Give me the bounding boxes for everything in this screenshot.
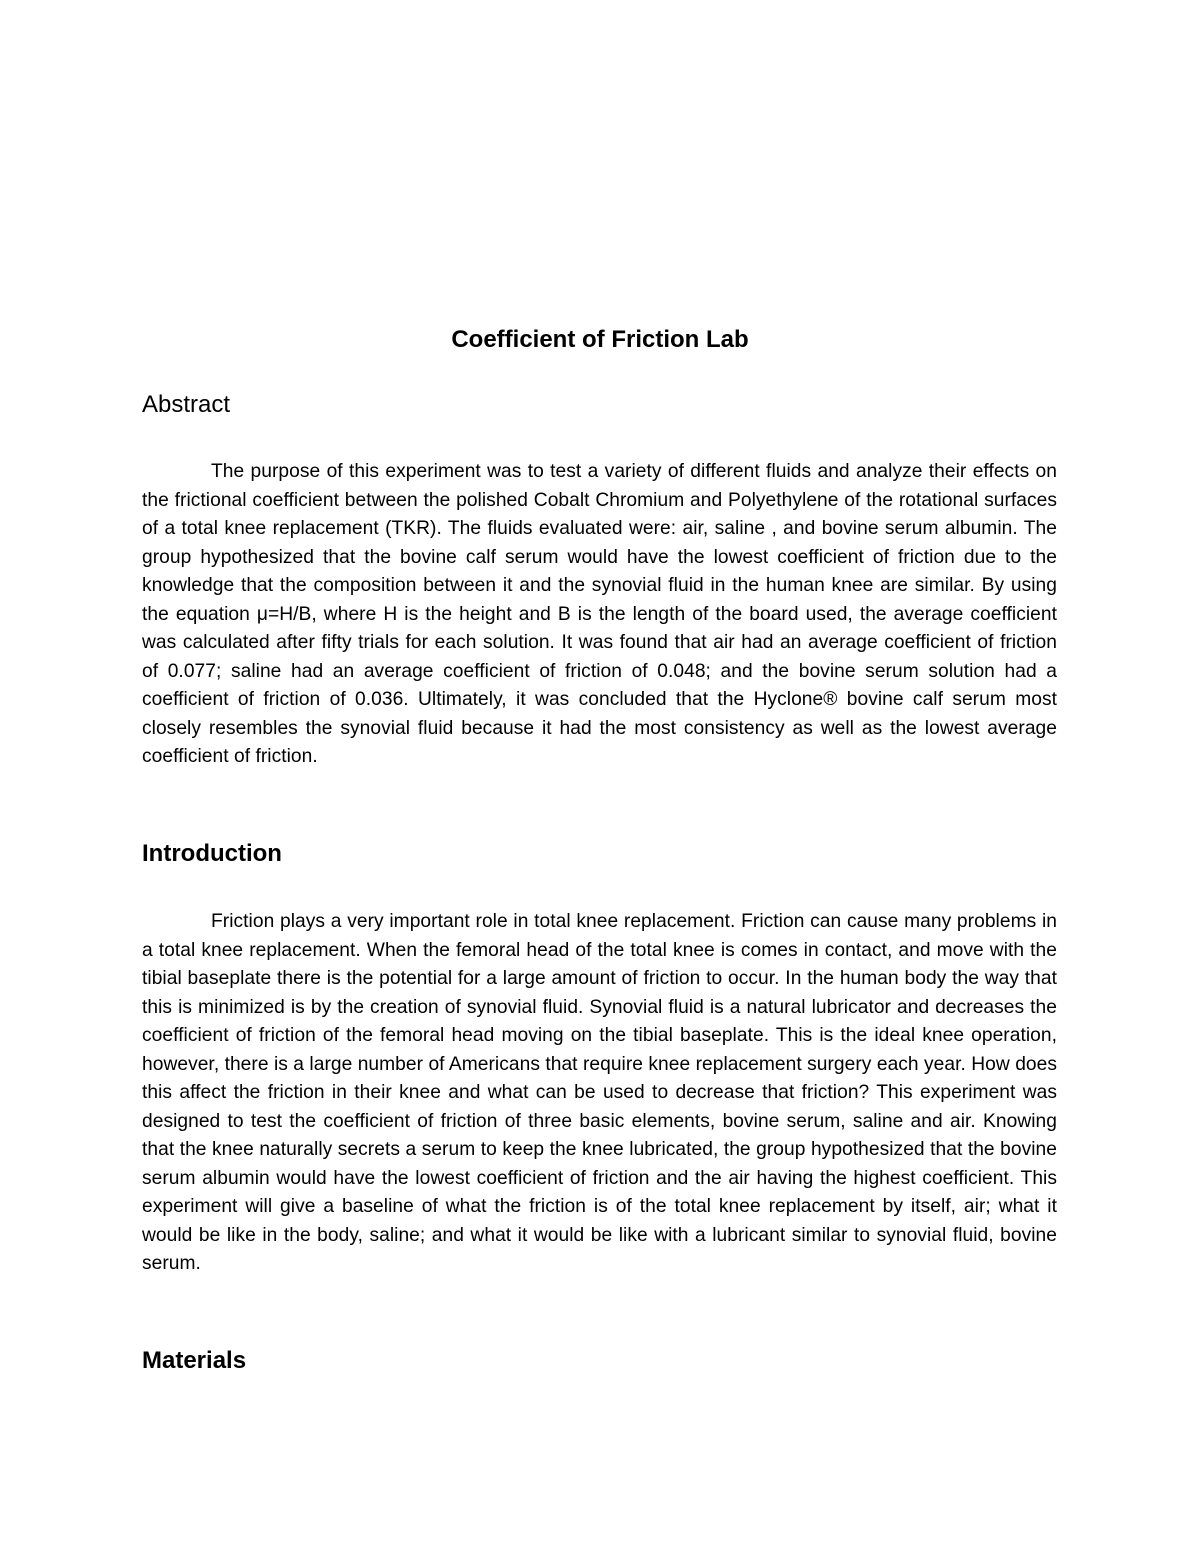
materials-heading: Materials (142, 1347, 247, 1374)
abstract-heading: Abstract (142, 391, 231, 418)
abstract-paragraph: The purpose of this experiment was to test a variety of different fluids and analyze their effects on the frictional coefficient between the polished Cobalt Chromium and Polyethylene of the rotational surfaces of a total knee replacement (TKR). The fluids evaluated were: air, saline , and bovine serum albumin. The group hypothesized that the bovine calf serum would have the lowest coefficient of friction due to the knowledge that the composition between it and the synovial fluid in the human knee are similar. By using the equation μ=H/B, where H is the height and B is the length of the board used, the average coefficient was calculated after fifty trials for each solution. It was found that air had an average coefficient of friction of 0.077; saline had an average coefficient of friction of 0.048; and the bovine serum solution had a coefficient of friction of 0.036. Ultimately, it was concluded that the Hyclone® bovine calf serum most closely resembles the synovial fluid because it had the most consistency as well as the lowest average coefficient of friction. (142, 461, 1057, 767)
introduction-heading: Introduction (142, 840, 282, 867)
introduction-paragraph: Friction plays a very important role in total knee replacement. Friction can cause many problems in a total knee replacement. When the femoral head of the total knee is comes in contact, and move with the tibial baseplate there is the potential for a large amount of friction to occur. In the human body the way that this is minimized is by the creation of synovial fluid. Synovial fluid is a natural lubricator and decreases the coefficient of friction of the femoral head moving on the tibial baseplate. This is the ideal knee operation, however, there is a large number of Americans that require knee replacement surgery each year. How does this affect the friction in their knee and what can be used to decrease that friction? This experiment was designed to test the coefficient of friction of three basic elements, bovine serum, saline and air. Knowing that the knee naturally secrets a serum to keep the knee lubricated, the group hypothesized that the bovine serum albumin would have the lowest coefficient of friction and the air having the highest coefficient. This experiment will give a baseline of what the friction is of the total knee replacement by itself, air; what it would be like in the body, saline; and what it would be like with a lubricant similar to synovial fluid, bovine serum. (142, 911, 1057, 1274)
page-title: Coefficient of Friction Lab (451, 326, 749, 353)
